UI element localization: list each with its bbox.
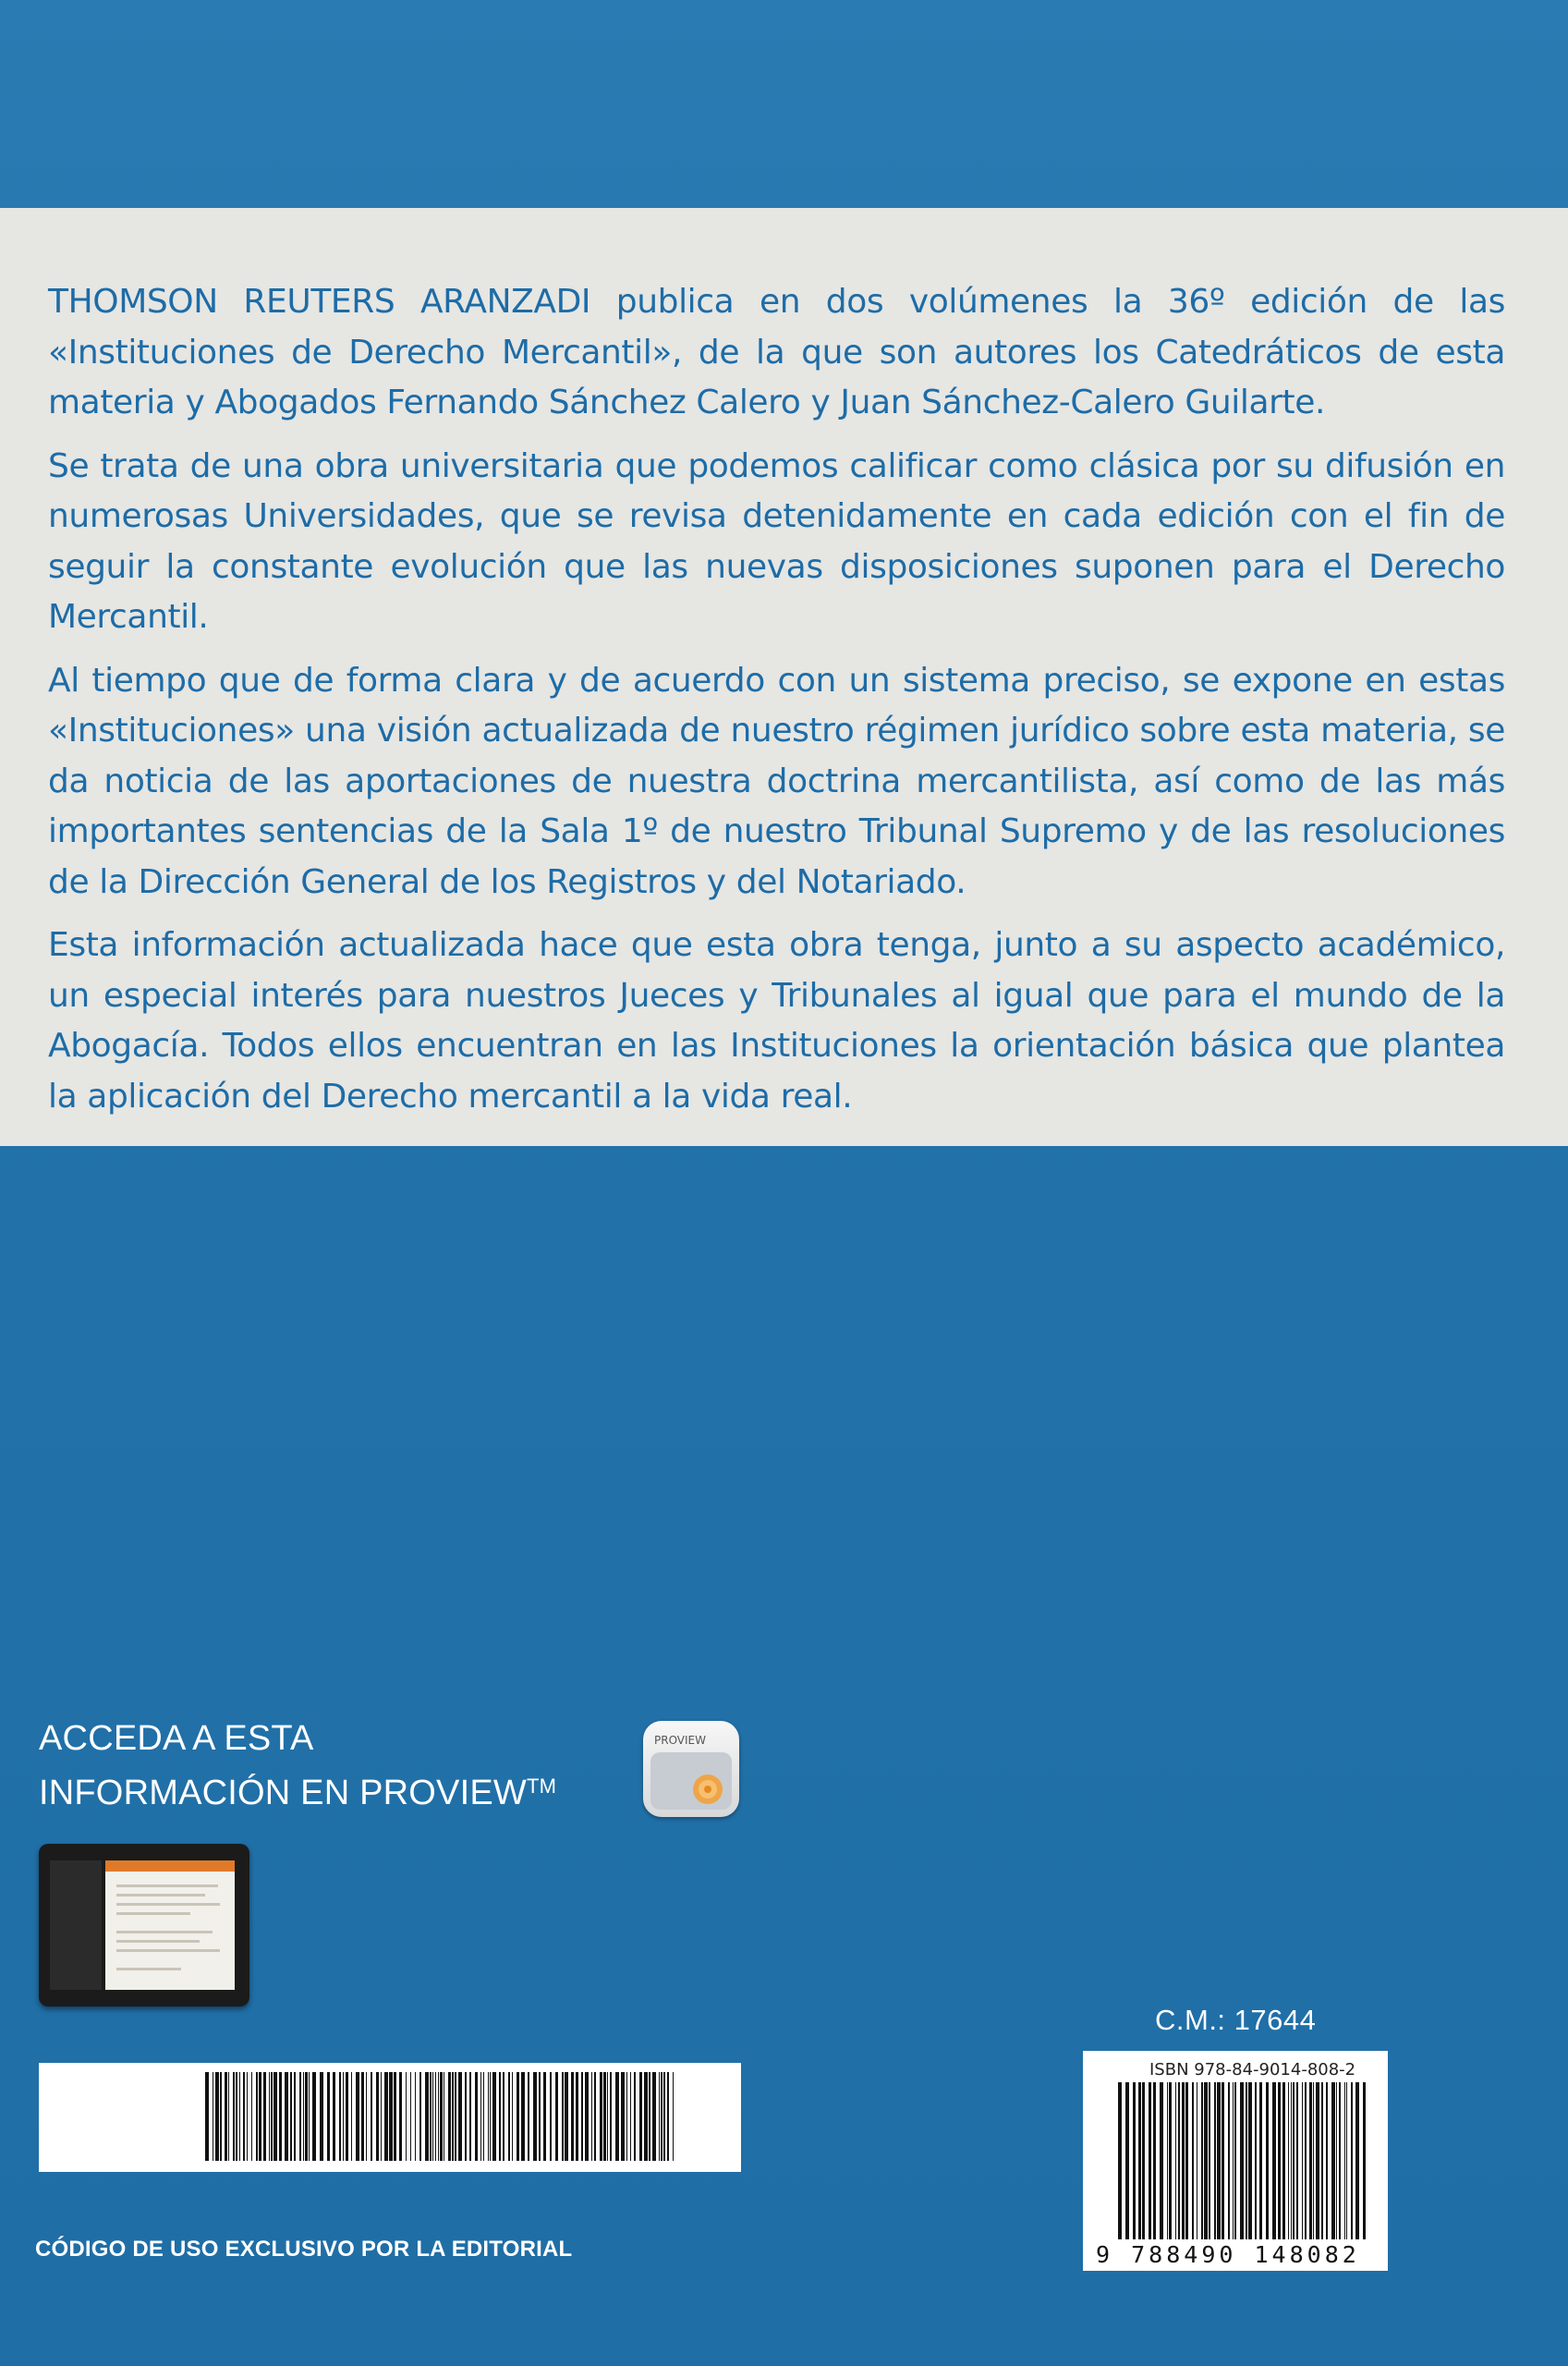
barcode-bar	[247, 2072, 248, 2161]
barcode-bar	[630, 2072, 631, 2161]
barcode-bar	[490, 2072, 491, 2161]
barcode-bar	[539, 2072, 541, 2161]
barcode-bar	[1204, 2082, 1208, 2239]
barcode-bar	[285, 2072, 288, 2161]
barcode-bar	[483, 2072, 484, 2161]
isbn-digits-wrap	[1096, 2241, 1360, 2268]
barcode-bar	[659, 2072, 660, 2161]
barcode-bar	[571, 2072, 574, 2161]
barcode-bar	[438, 2072, 439, 2161]
barcode-bar	[1331, 2082, 1335, 2239]
proview-logo-icon	[643, 1721, 739, 1817]
barcode-bar	[652, 2072, 656, 2161]
barcode-bar	[220, 2072, 222, 2161]
barcode-bar	[448, 2072, 451, 2161]
barcode-bar	[415, 2072, 416, 2161]
isbn-label: ISBN 978-84-9014-808-2	[1149, 2060, 1356, 2079]
barcode-bar	[371, 2072, 372, 2161]
barcode-bar	[667, 2072, 669, 2161]
proview-app-icon-label: PROVIEW	[654, 1734, 707, 1747]
barcode-bar	[565, 2072, 568, 2161]
barcode-bar	[517, 2072, 519, 2161]
isbn-barcode	[1118, 2082, 1366, 2239]
barcode-bar	[452, 2072, 454, 2161]
barcode-bar	[469, 2072, 471, 2161]
barcode-bar	[661, 2072, 662, 2161]
description-paragraph-4: Esta información actualizada hace que esta obra tenga, junto a su aspecto académico, un especial interés para nuestros Jueces y Tribunales al igual que para el mundo de la Abogacía. Todos ellos encuentran en las Instituciones la orientación básica que plantea la aplicación del Derecho mercantil a la vida real.	[48, 926, 1505, 1116]
barcode-bar	[1222, 2082, 1224, 2239]
description-panel	[0, 208, 1568, 1146]
barcode-bar	[333, 2072, 335, 2161]
publisher-barcode	[205, 2072, 676, 2161]
barcode-bar	[591, 2072, 592, 2161]
barcode-bar	[419, 2072, 421, 2161]
barcode-bar	[1125, 2082, 1129, 2239]
barcode-bar	[294, 2072, 296, 2161]
barcode-bar	[1138, 2082, 1141, 2239]
barcode-bar	[1246, 2082, 1247, 2239]
barcode-bar	[1153, 2082, 1156, 2239]
barcode-bar	[406, 2072, 407, 2161]
barcode-bar	[1278, 2082, 1281, 2239]
barcode-bar	[1192, 2082, 1194, 2239]
barcode-bar	[343, 2072, 344, 2161]
barcode-bar	[1336, 2082, 1337, 2239]
barcode-bar	[639, 2072, 642, 2161]
barcode-bar	[269, 2072, 270, 2161]
barcode-bar	[356, 2072, 359, 2161]
barcode-bar	[1355, 2082, 1359, 2239]
proview-app-icon	[643, 1721, 739, 1817]
barcode-bar	[1282, 2082, 1285, 2239]
barcode-bar	[626, 2072, 627, 2161]
barcode-bar	[425, 2072, 429, 2161]
barcode-bar	[1266, 2082, 1269, 2239]
description-paragraph-3: Al tiempo que de forma clara y de acuerdo con un sistema preciso, se expone en estas «Instituciones» una visión actualizada de nuestro régimen jurídico sobre esta materia, se da noticia de las aportaciones de nuestra doctrina mercantilista, así como de las más importantes sentencias de la Sala 1º de nuestro Tribunal Supremo y de las resoluciones de la Dirección General de los Registros y del Notariado.	[48, 661, 1505, 901]
barcode-bar	[581, 2072, 583, 2161]
barcode-bar	[594, 2072, 596, 2161]
barcode-bar	[1201, 2082, 1203, 2239]
description-paragraph-2: Se trata de una obra universitaria que podemos calificar como clásica por su difusión en numerosas Universidades, que se revisa detenidamente en cada edición con el fin de seguir la constante evolución que las nuevas disposiciones suponen para el Derecho Mercantil.	[48, 446, 1505, 636]
barcode-bar	[271, 2072, 273, 2161]
barcode-bar	[1321, 2082, 1323, 2239]
barcode-bar	[339, 2072, 341, 2161]
barcode-bar	[1316, 2082, 1319, 2239]
barcode-bar	[1339, 2082, 1341, 2239]
barcode-bar	[303, 2072, 304, 2161]
barcode-bar	[440, 2072, 443, 2161]
barcode-bar	[455, 2072, 456, 2161]
barcode-bar	[233, 2072, 235, 2161]
barcode-bar	[351, 2072, 352, 2161]
barcode-bar	[1309, 2082, 1312, 2239]
barcode-bar	[465, 2072, 467, 2161]
barcode-bar	[600, 2072, 602, 2161]
isbn-barcode-label	[1083, 2051, 1388, 2271]
proview-heading-line1: ACCEDA A ESTA	[39, 1719, 314, 1758]
isbn-digits: 788490 148082	[1131, 2241, 1360, 2268]
barcode-bar	[410, 2072, 411, 2161]
barcode-bar	[381, 2072, 382, 2161]
barcode-bar	[576, 2072, 578, 2161]
barcode-bar	[492, 2072, 496, 2161]
barcode-bar	[562, 2072, 564, 2161]
barcode-bar	[361, 2072, 364, 2161]
barcode-bar	[663, 2072, 665, 2161]
barcode-bar	[528, 2072, 529, 2161]
barcode-bar	[312, 2072, 316, 2161]
barcode-bar	[1288, 2082, 1289, 2239]
barcode-bar	[1234, 2082, 1236, 2239]
proview-heading-line2: INFORMACIÓN EN PROVIEW	[39, 1774, 527, 1812]
barcode-bar	[1217, 2082, 1221, 2239]
barcode-bar	[521, 2072, 525, 2161]
barcode-bar	[399, 2072, 402, 2161]
barcode-bar	[225, 2072, 227, 2161]
barcode-bar	[239, 2072, 240, 2161]
barcode-bar	[256, 2072, 258, 2161]
barcode-bar	[610, 2072, 612, 2161]
barcode-bar	[236, 2072, 237, 2161]
barcode-bar	[585, 2072, 589, 2161]
barcode-bar	[1209, 2082, 1210, 2239]
barcode-bar	[1346, 2082, 1347, 2239]
barcode-bar	[299, 2072, 301, 2161]
barcode-bar	[550, 2072, 552, 2161]
barcode-bar	[1363, 2082, 1366, 2239]
barcode-bar	[215, 2072, 219, 2161]
cm-code: C.M.: 17644	[1155, 2004, 1317, 2036]
barcode-bar	[1302, 2082, 1303, 2239]
barcode-bar	[389, 2072, 393, 2161]
barcode-bar	[649, 2072, 650, 2161]
tablet-preview-image	[39, 1844, 249, 2006]
barcode-bar	[1185, 2082, 1188, 2239]
barcode-bar	[309, 2072, 310, 2161]
barcode-bar	[603, 2072, 606, 2161]
barcode-bar	[1305, 2082, 1307, 2239]
barcode-bar	[1233, 2082, 1234, 2239]
barcode-bar	[259, 2072, 261, 2161]
barcode-bar	[1133, 2082, 1136, 2239]
barcode-bar	[205, 2072, 209, 2161]
barcode-bar	[1248, 2082, 1252, 2239]
barcode-bar	[1326, 2082, 1328, 2239]
barcode-bar	[533, 2072, 537, 2161]
barcode-bar	[1142, 2082, 1145, 2239]
trademark-mark: TM	[526, 1774, 557, 1798]
barcode-bar	[615, 2072, 619, 2161]
barcode-bar	[475, 2072, 478, 2161]
barcode-bar	[228, 2072, 229, 2161]
barcode-bar	[1313, 2082, 1314, 2239]
barcode-bar	[1149, 2082, 1151, 2239]
barcode-bar	[508, 2072, 510, 2161]
barcode-bar	[480, 2072, 481, 2161]
barcode-bar	[1344, 2082, 1345, 2239]
barcode-bar	[430, 2072, 432, 2161]
barcode-bar	[1167, 2082, 1168, 2239]
barcode-bar	[366, 2072, 367, 2161]
barcode-bar	[488, 2072, 489, 2161]
barcode-bar	[1272, 2082, 1276, 2239]
barcode-bar	[251, 2072, 252, 2161]
barcode-bar	[1175, 2082, 1176, 2239]
barcode-bar	[305, 2072, 308, 2161]
barcode-bar	[621, 2072, 625, 2161]
barcode-bar	[607, 2072, 608, 2161]
barcode-bar	[1351, 2082, 1353, 2239]
barcode-bar	[1296, 2082, 1298, 2239]
barcode-bar	[376, 2072, 379, 2161]
barcode-bar	[555, 2072, 558, 2161]
barcode-bar	[634, 2072, 636, 2161]
barcode-bar	[1169, 2082, 1172, 2239]
barcode-bar	[1240, 2082, 1244, 2239]
tablet-screen	[105, 1860, 235, 1990]
barcode-bar	[279, 2072, 282, 2161]
barcode-bar	[1214, 2082, 1216, 2239]
proview-heading	[39, 1714, 556, 1817]
barcode-bar	[435, 2072, 436, 2161]
barcode-bar	[394, 2072, 396, 2161]
barcode-bar	[1160, 2082, 1163, 2239]
barcode-bar	[1182, 2082, 1185, 2239]
barcode-bar	[290, 2072, 292, 2161]
barcode-bar	[503, 2072, 504, 2161]
barcode-bar	[543, 2072, 546, 2161]
barcode-bar	[512, 2072, 513, 2161]
barcode-bar	[1118, 2082, 1122, 2239]
barcode-bar	[320, 2072, 323, 2161]
barcode-bar	[384, 2072, 388, 2161]
barcode-bar	[346, 2072, 348, 2161]
barcode-bar	[673, 2072, 674, 2161]
barcode-bar	[1291, 2082, 1292, 2239]
description-paragraph-1: THOMSON REUTERS ARANZADI publica en dos volúmenes la 36º edición de las «Instituciones de Derecho Mercantil», de la que son autores los Catedráticos de esta materia y Abogados Fernando Sánchez Calero y Juan Sánchez-Calero Guilarte.	[48, 283, 1505, 421]
barcode-bar	[1255, 2082, 1257, 2239]
barcode-bar	[1259, 2082, 1262, 2239]
barcode-bar	[273, 2072, 277, 2161]
isbn-first-digit: 9	[1096, 2241, 1114, 2268]
barcode-bar	[1228, 2082, 1230, 2239]
barcode-bar	[263, 2072, 266, 2161]
barcode-bar	[644, 2072, 648, 2161]
barcode-bar	[243, 2072, 245, 2161]
barcode-bar	[1293, 2082, 1295, 2239]
publisher-code-note: CÓDIGO DE USO EXCLUSIVO POR LA EDITORIAL	[35, 2237, 573, 2262]
proview-heading-line2-wrap	[39, 1762, 556, 1817]
barcode-bar	[432, 2072, 433, 2161]
barcode-bar	[327, 2072, 330, 2161]
barcode-bar	[458, 2072, 462, 2161]
barcode-bar	[499, 2072, 501, 2161]
publisher-barcode-label	[39, 2063, 741, 2172]
barcode-bar	[1178, 2082, 1180, 2239]
